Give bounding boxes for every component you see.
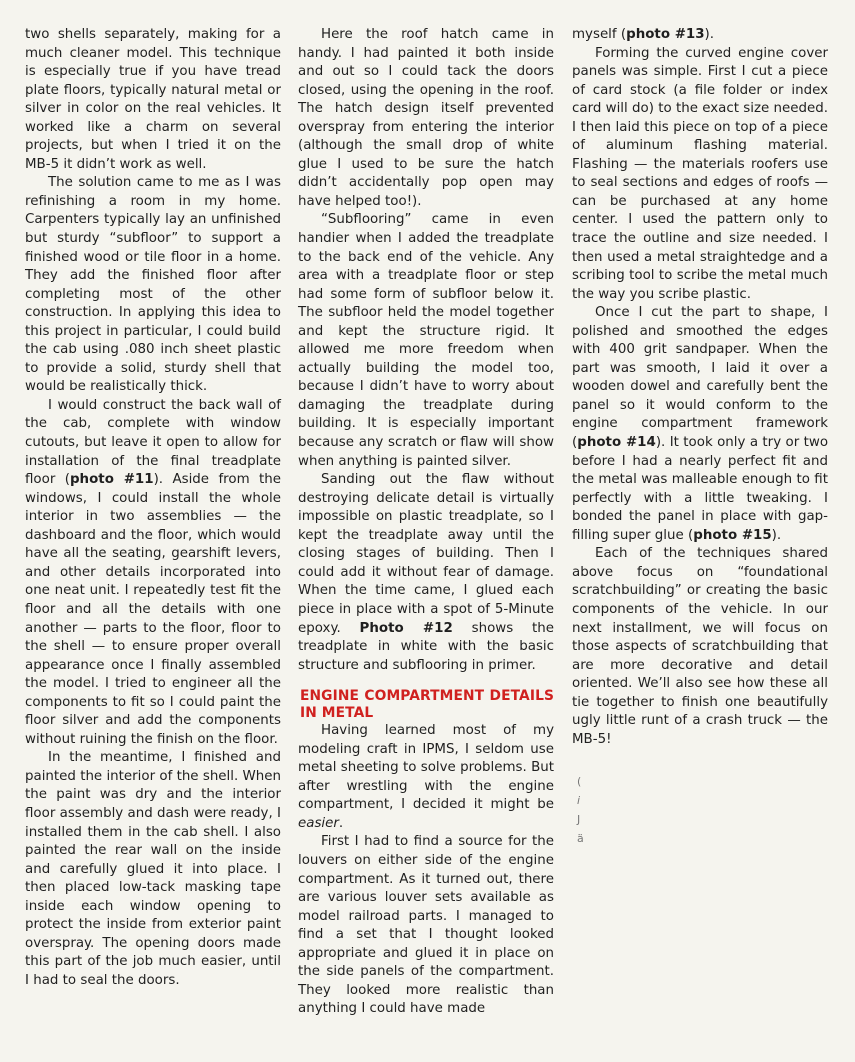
text-column-3 bbox=[572, 26, 828, 749]
column-2-body bbox=[298, 26, 554, 675]
paragraph bbox=[298, 26, 554, 211]
photo-reference: Photo #12 bbox=[359, 620, 453, 636]
text-run: . bbox=[338, 815, 344, 831]
paragraph bbox=[25, 174, 281, 397]
paragraph bbox=[25, 749, 281, 990]
text-run: The solution came to me as I was refinishing a room in my home. Carpenters typically lay an unfinished but sturdy “subfloor” to support a finished wood or tile floor in a home. They add the finished floor after completing most of the other construction. In applying this idea to this project in particular, I could build the cab using .080 inch sheet plastic to provide a solid, sturdy shell that would be realistically thick. bbox=[25, 175, 281, 395]
text-column-2 bbox=[298, 26, 554, 1019]
fragment: ä bbox=[577, 832, 584, 845]
text-run: Here the roof hatch came in handy. I had painted it both inside and out so I could tack the doors closed, using the opening in the roof. The hatch design itself prevented overspray from entering the interior (although the small drop of white glue I used to be sure the hatch didn’t accidentally pop open may have helped too!). bbox=[298, 27, 554, 209]
paragraph bbox=[298, 833, 554, 1018]
photo-reference: photo #15 bbox=[693, 527, 772, 543]
text-run: ). bbox=[771, 527, 782, 543]
text-run: shows the treadplate in white with the basic structure and subflooring in primer. bbox=[298, 620, 554, 673]
text-run: Once I cut the part to shape, I polished and smoothed the edges with 400 grit sandpaper. When the part was smooth, I laid it over a wooden dowel and carefully bent the panel so it would conform to the engine compartment framework ( bbox=[572, 305, 828, 451]
text-run: Each of the techniques shared above focus on “foundational scratchbuilding” or creating the basic components of the vehicle. In our next installment, we will focus on those aspects of scratchbuilding that are more decorative and detail oriented. We’ll also see how these all tie together to finish one beautifully ugly little runt of a crash truck — the MB-5! bbox=[572, 546, 828, 747]
text-run: First I had to find a source for the louvers on either side of the engine compartment. As it turned out, there are various louver sets available as model railroad parts. I managed to find a set that I thought looked appropriate and glued it in place on the side panels of the compartment. They looked more realistic than anything I could have made bbox=[298, 834, 554, 1017]
paragraph bbox=[572, 26, 828, 45]
paragraph bbox=[298, 722, 554, 833]
fragment: i bbox=[577, 794, 581, 807]
text-run: two shells separately, making for a much cleaner model. This technique is especially true if you have tread plate floors, typically natural metal or silver in color on the real vehicles. It worked like a charm on several projects, but when I tried it on the MB-5 it didn’t work as well. bbox=[25, 27, 281, 172]
text-run: myself ( bbox=[572, 27, 627, 42]
paragraph bbox=[25, 397, 281, 749]
paragraph bbox=[298, 471, 554, 675]
paragraph bbox=[298, 211, 554, 471]
paragraph bbox=[572, 304, 828, 545]
section-heading: ENGINE COMPARTMENT DETAILS IN METAL bbox=[300, 688, 554, 722]
text-run: Having learned most of my modeling craft in IPMS, I seldom use metal sheeting to solve problems. But after wrestling with the engine compartment, I decided it might be bbox=[298, 723, 554, 813]
text-run: I would construct the back wall of the cab, complete with window cutouts, but leave it open to allow for installation of the final treadplate floor ( bbox=[25, 397, 281, 488]
text-run: easier bbox=[298, 815, 339, 831]
text-run: ). It took only a try or two before I had a nearly perfect fit and the metal was malleable enough to fit perfectly with a little tweaking. I bonded the panel in place with gap-filling super glue ( bbox=[572, 435, 829, 543]
photo-reference: photo #13 bbox=[626, 27, 705, 42]
fragment: J bbox=[577, 813, 581, 826]
text-run: ). Aside from the windows, I could install the whole interior in two assemblies — the dashboard and the floor, which would have all the seating, gearshift levers, and other details incorporated into one neat unit. I repeatedly test fit the floor and all the details with one another — parts to the floor, floor to the shell — to ensure proper overall appearance once I finally assembled the model. I tried to engineer all the components to fit so I could paint the floor silver and add the components without ruining the finish on the floor. bbox=[25, 472, 282, 747]
bleed-through-fragments bbox=[577, 772, 584, 848]
paragraph bbox=[572, 45, 828, 305]
photo-reference: photo #11 bbox=[69, 472, 154, 488]
text-run: Sanding out the flaw without destroying delicate detail is virtually impossible on plastic treadplate, so I kept the treadplate away until the closing stages of building. Then I could add it without fear of damage. When the time came, I glued each piece in place with a spot of 5-Minute epoxy. bbox=[298, 472, 554, 636]
text-column-1 bbox=[25, 26, 281, 990]
paragraph bbox=[25, 26, 281, 174]
text-run: ). bbox=[704, 27, 715, 42]
paragraph bbox=[572, 545, 828, 749]
text-run: “Subflooring” came in even handier when I added the treadplate to the back end of the vehicle. Any area with a treadplate floor or step had some form of subfloor below it. The subfloor held the model together and kept the structure rigid. It allowed me more freedom when actually building the model too, because I didn’t have to worry about damaging the treadplate during building. It is especially important because any scratch or flaw will show when anything is painted silver. bbox=[298, 212, 554, 469]
text-run: In the meantime, I finished and painted the interior of the shell. When the paint was dry and the interior floor assembly and dash were ready, I installed them in the cab shell. I also painted the rear wall on the inside and carefully glued it into place. I then placed low-tack masking tape inside each window opening to protect the inside from exterior paint overspray. The opening doors made this part of the job much easier, until I had to seal the doors. bbox=[25, 750, 281, 988]
photo-reference: photo #14 bbox=[577, 435, 656, 451]
text-run: Forming the curved engine cover panels was simple. First I cut a piece of card stock (a file folder or index card will do) to the exact size needed. I then laid this piece on top of a piece of aluminum flashing material. Flashing — the materials roofers use to seal sections and edges of roofs — can be purchased at any home center. I used the pattern only to trace the outline and size needed. I then used a metal straightedge and a scribing tool to scribe the metal much the way you scribe plastic. bbox=[572, 45, 828, 302]
column-2-section-body bbox=[298, 722, 554, 1019]
fragment: ( bbox=[577, 775, 582, 788]
